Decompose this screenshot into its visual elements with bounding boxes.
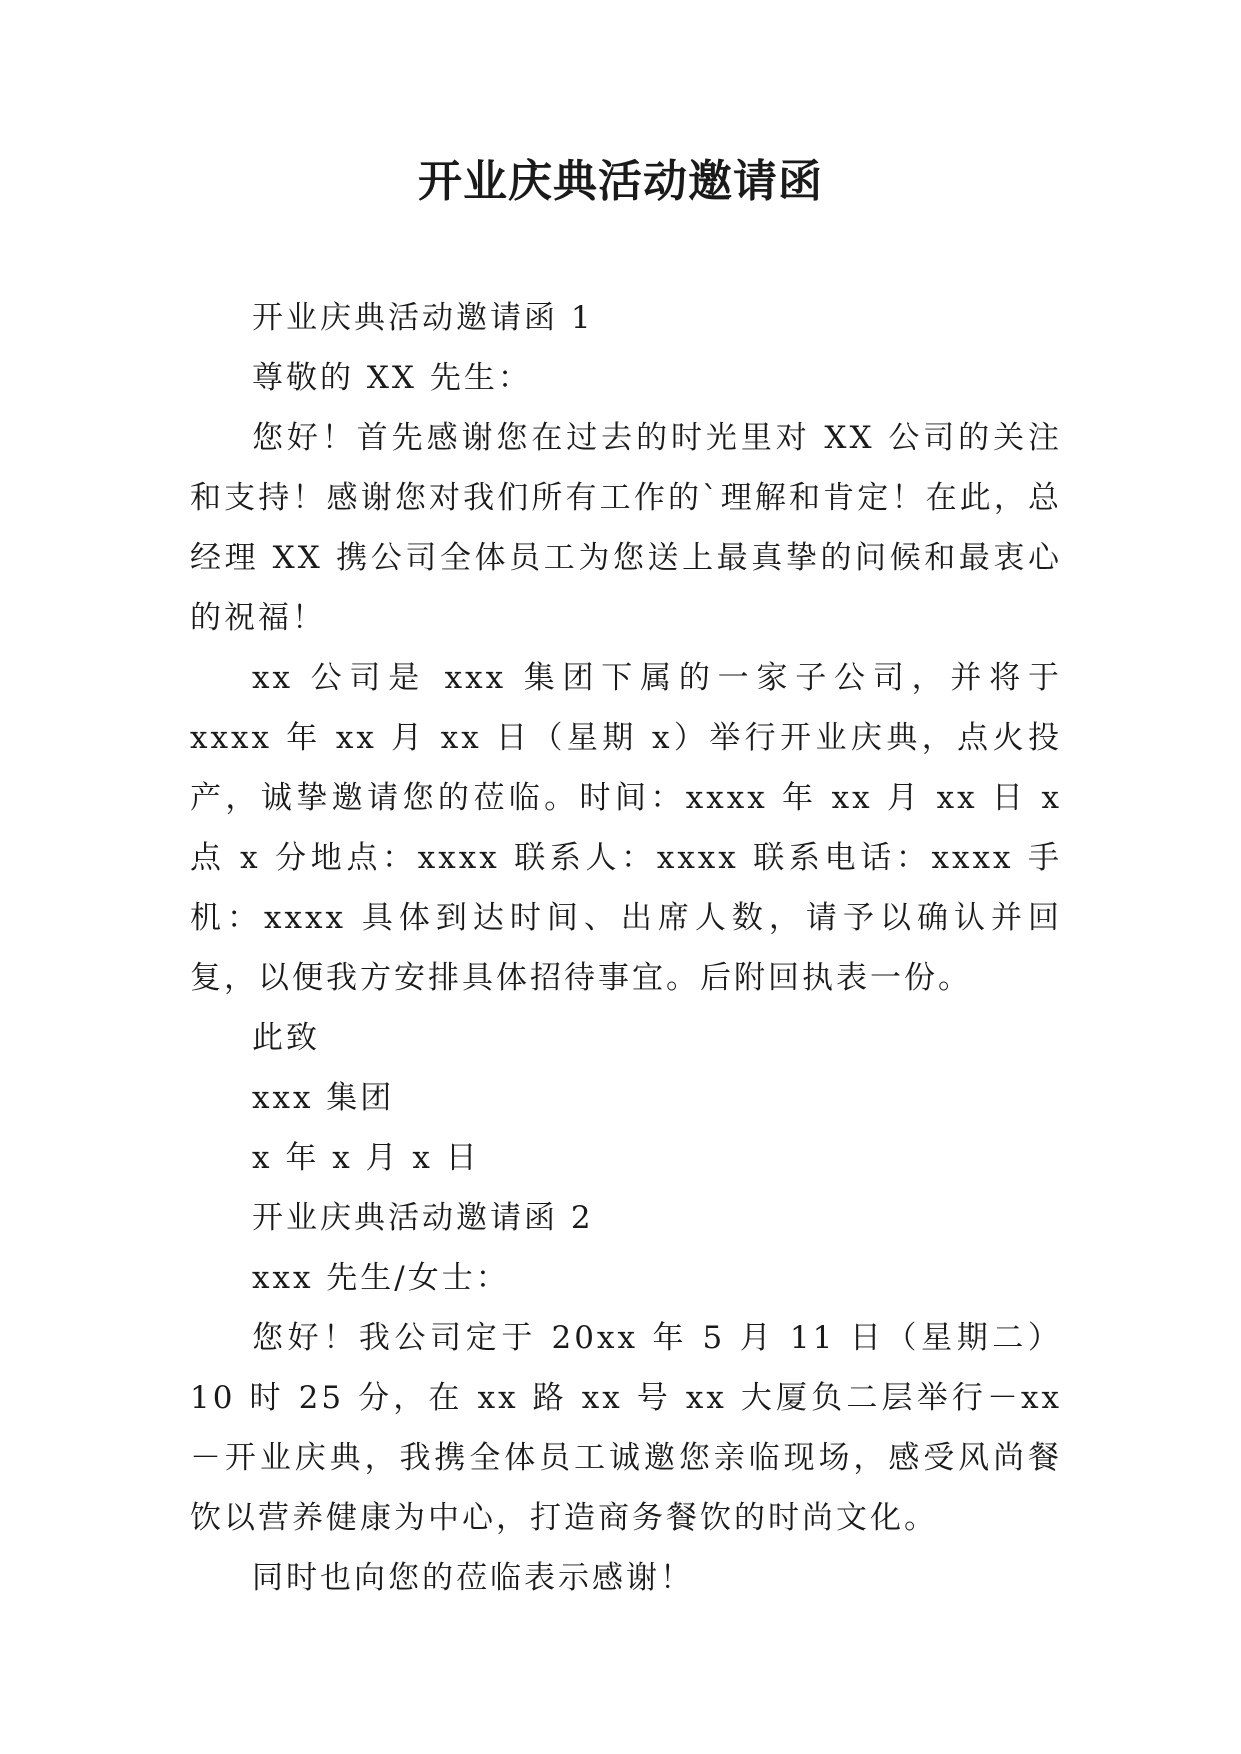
document-title: 开业庆典活动邀请函 — [418, 156, 823, 207]
letter-1-heading: 开业庆典活动邀请函 1 — [252, 300, 594, 336]
letter-1-date: x 年 x 月 x 日 — [252, 1140, 480, 1176]
letter-2-heading: 开业庆典活动邀请函 2 — [252, 1200, 594, 1236]
letter-1-greeting-paragraph: 您好！首先感谢您在过去的时光里对 XX 公司的关注和支持！感谢您对我们所有工作的`理解和肯定！在此，总经理 XX 携公司全体员工为您送上最真挚的问候和最衷心的祝福！ — [190, 420, 1062, 636]
letter-2-salutation: xxx 先生/女士： — [252, 1260, 510, 1296]
document-body — [190, 288, 1062, 1608]
letter-2-invitation-paragraph: 您好！我公司定于 20xx 年 5 月 11 日（星期二）10 时 25 分，在 xx 路 xx 号 xx 大厦负二层举行－xx－开业庆典，我携全体员工诚邀您亲临现场，感受风尚餐饮以营养健康为中心，打造商务餐饮的时尚文化。 — [190, 1320, 1062, 1536]
letter-1-closing: 此致 — [252, 1020, 320, 1056]
letter-1-invitation-paragraph: xx 公司是 xxx 集团下属的一家子公司，并将于 xxxx 年 xx 月 xx 日（星期 x）举行开业庆典，点火投产，诚挚邀请您的莅临。时间：xxxx 年 xx 月 xx 日 x 点 x 分地点：xxxx 联系人：xxxx 联系电话：xxxx 手机：xxxx 具体到达时间、出席人数，请予以确认并回复，以便我方安排具体招待事宜。后附回执表一份。 — [190, 660, 1062, 996]
letter-1-salutation: 尊敬的 XX 先生： — [252, 360, 532, 396]
letter-1-signature: xxx 集团 — [252, 1080, 395, 1116]
letter-2-thanks-paragraph: 同时也向您的莅临表示感谢！ — [252, 1560, 694, 1596]
